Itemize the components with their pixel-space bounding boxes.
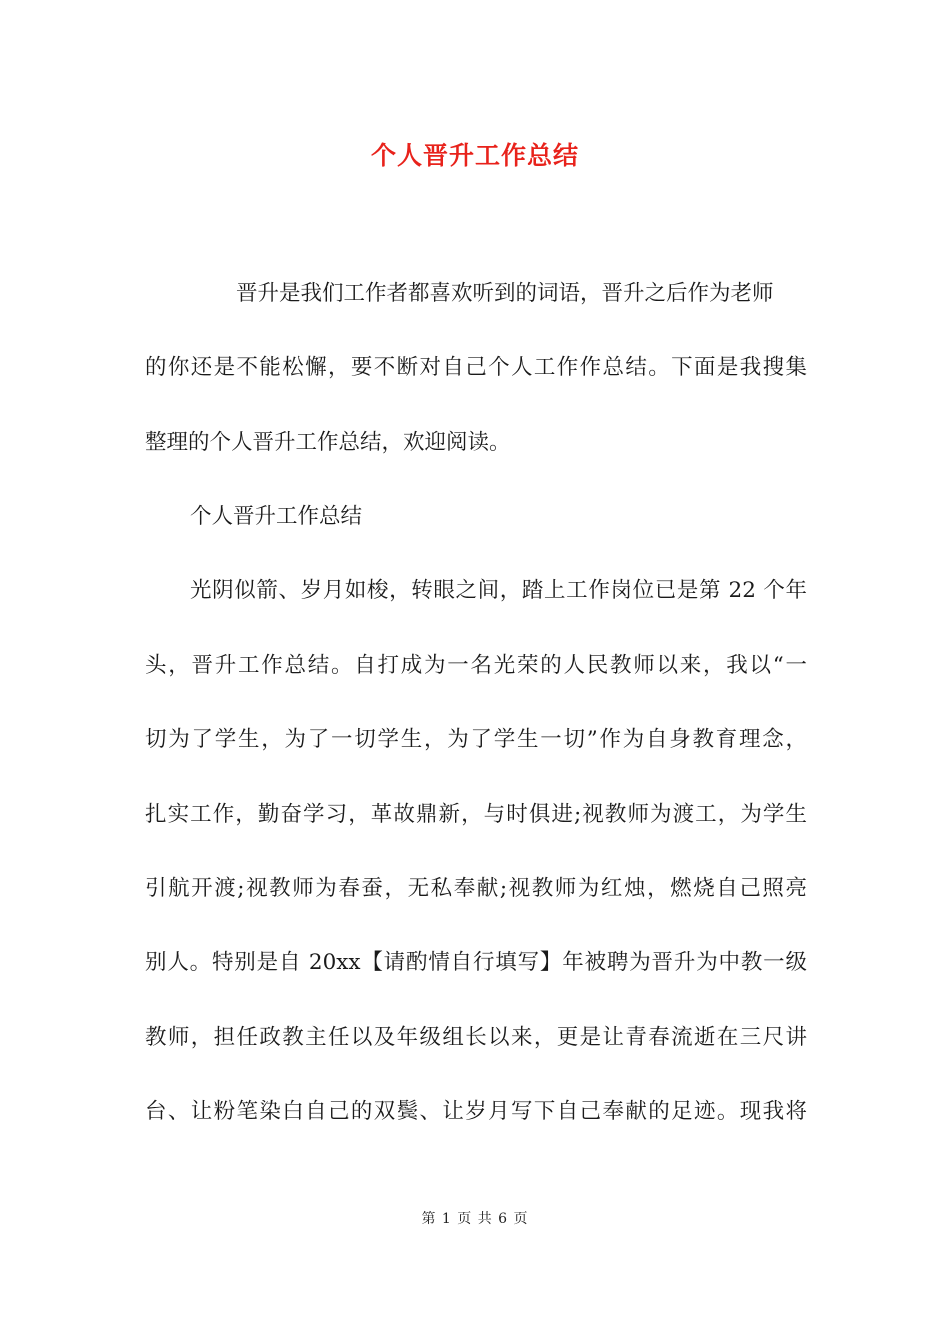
paragraph-line: 头，晋升工作总结。自打成为一名光荣的人民教师以来，我以“一	[145, 653, 807, 678]
paragraph-line: 扎实工作，勤奋学习，革故鼎新，与时俱进;视教师为渡工，为学生	[145, 802, 807, 827]
paragraph-line: 的你还是不能松懈，要不断对自己个人工作作总结。下面是我搜集	[145, 355, 807, 380]
paragraph-line: 整理的个人晋升工作总结，欢迎阅读。	[145, 430, 511, 455]
paragraph-line: 台、让粉笔染白自己的双鬓、让岁月写下自己奉献的足迹。现我将	[145, 1099, 807, 1124]
paragraph-line: 切为了学生，为了一切学生，为了学生一切”作为自身教育理念，	[145, 727, 807, 752]
page-number-footer: 第 1 页 共 6 页	[421, 1211, 529, 1227]
paragraph-line: 光阴似箭、岁月如梭，转眼之间，踏上工作岗位已是第 22 个年	[190, 578, 807, 603]
section-heading: 个人晋升工作总结	[190, 504, 363, 529]
paragraph-line: 别人。特别是自 20xx【请酌情自行填写】年被聘为晋升为中教一级	[145, 950, 807, 975]
document-title: 个人晋升工作总结	[370, 141, 579, 170]
paragraph-line: 引航开渡;视教师为春蚕，无私奉献;视教师为红烛，燃烧自己照亮	[145, 876, 807, 901]
paragraph-line: 教师，担任政教主任以及年级组长以来，更是让青春流逝在三尺讲	[145, 1025, 807, 1050]
paragraph-line: 晋升是我们工作者都喜欢听到的词语，晋升之后作为老师	[236, 281, 774, 306]
